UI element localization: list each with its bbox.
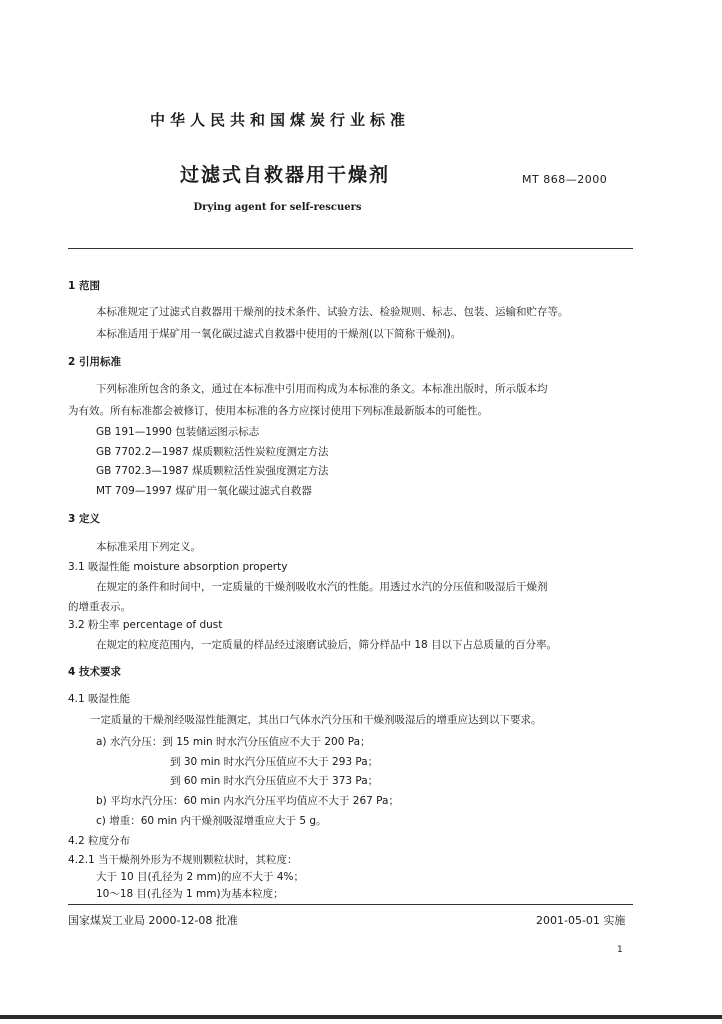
reference-item: GB 191—1990 包装储运图示标志	[96, 426, 260, 438]
requirement-item: 到 60 min 时水汽分压值应不大于 373 Pa；	[170, 775, 379, 787]
english-title: Drying agent for self-rescuers	[193, 202, 362, 213]
reference-item: GB 7702.2—1987 煤质颗粒活性炭粒度测定方法	[96, 446, 329, 458]
requirement-item: a) 水汽分压：到 15 min 时水汽分压值应不大于 200 Pa；	[96, 736, 371, 748]
reference-item: MT 709—1997 煤矿用一氧化碳过滤式自救器	[96, 485, 312, 497]
section-heading: 4 技术要求	[68, 666, 121, 678]
requirement-item: c) 增重：60 min 内干燥剂吸湿增重应大于 5 g。	[96, 815, 327, 827]
body-line: 本标准采用下列定义。	[96, 541, 201, 553]
body-line: 在规定的条件和时间中，一定质量的干燥剂吸收水汽的性能。用透过水汽的分压值和吸湿后干燥剂	[96, 581, 548, 593]
body-line: 下列标准所包含的条文，通过在本标准中引用而构成为本标准的条文。本标准出版时，所示版本均	[96, 383, 548, 395]
effective-date: 2001-05-01 实施	[536, 914, 626, 927]
subsection-heading: 4.1 吸湿性能	[68, 693, 131, 705]
section-heading: 1 范围	[68, 280, 100, 292]
body-line: 在规定的粒度范围内，一定质量的样品经过滚磨试验后，筛分样品中 18 目以下占总质量的百分率。	[96, 639, 558, 651]
body-line: 本标准规定了过滤式自救器用干燥剂的技术条件、试验方法、检验规则、标志、包装、运输和贮存等。	[96, 306, 569, 318]
approval-date: 国家煤炭工业局 2000-12-08 批准	[68, 914, 238, 927]
subsection-heading: 4.2.1 当干燥剂外形为不规则颗粒状时，其粒度：	[68, 854, 298, 866]
page-number: 1	[617, 945, 623, 955]
requirement-item: 10～18 目(孔径为 1 mm)为基本粒度；	[96, 888, 284, 900]
scan-edge-line	[0, 1015, 722, 1019]
definition-heading: 3.1 吸湿性能 moisture absorption property	[68, 561, 288, 573]
section-heading: 3 定义	[68, 513, 100, 525]
requirement-item: 到 30 min 时水汽分压值应不大于 293 Pa；	[170, 756, 379, 768]
section-heading: 2 引用标准	[68, 356, 121, 368]
issuing-organization: 中华人民共和国煤炭行业标准	[149, 111, 410, 129]
body-line: 本标准适用于煤矿用一氧化碳过滤式自救器中使用的干燥剂(以下简称干燥剂)。	[96, 328, 462, 340]
header-divider	[68, 248, 633, 249]
body-line: 的增重表示。	[68, 601, 131, 613]
subsection-heading: 4.2 粒度分布	[68, 835, 131, 847]
standard-code: MT 868—2000	[522, 173, 608, 186]
requirement-item: b) 平均水汽分压：60 min 内水汽分压平均值应不大于 267 Pa；	[96, 795, 399, 807]
requirement-item: 大于 10 目(孔径为 2 mm)的应不大于 4%；	[96, 871, 305, 883]
document-title: 过滤式自救器用干燥剂	[180, 164, 391, 186]
footer-divider	[68, 904, 633, 905]
reference-item: GB 7702.3—1987 煤质颗粒活性炭强度测定方法	[96, 465, 329, 477]
definition-heading: 3.2 粉尘率 percentage of dust	[68, 619, 223, 631]
body-line: 一定质量的干燥剂经吸湿性能测定，其出口气体水汽分压和干燥剂吸湿后的增重应达到以下要求。	[90, 714, 542, 726]
body-line: 为有效。所有标准都会被修订，使用本标准的各方应探讨使用下列标准最新版本的可能性。	[68, 405, 488, 417]
